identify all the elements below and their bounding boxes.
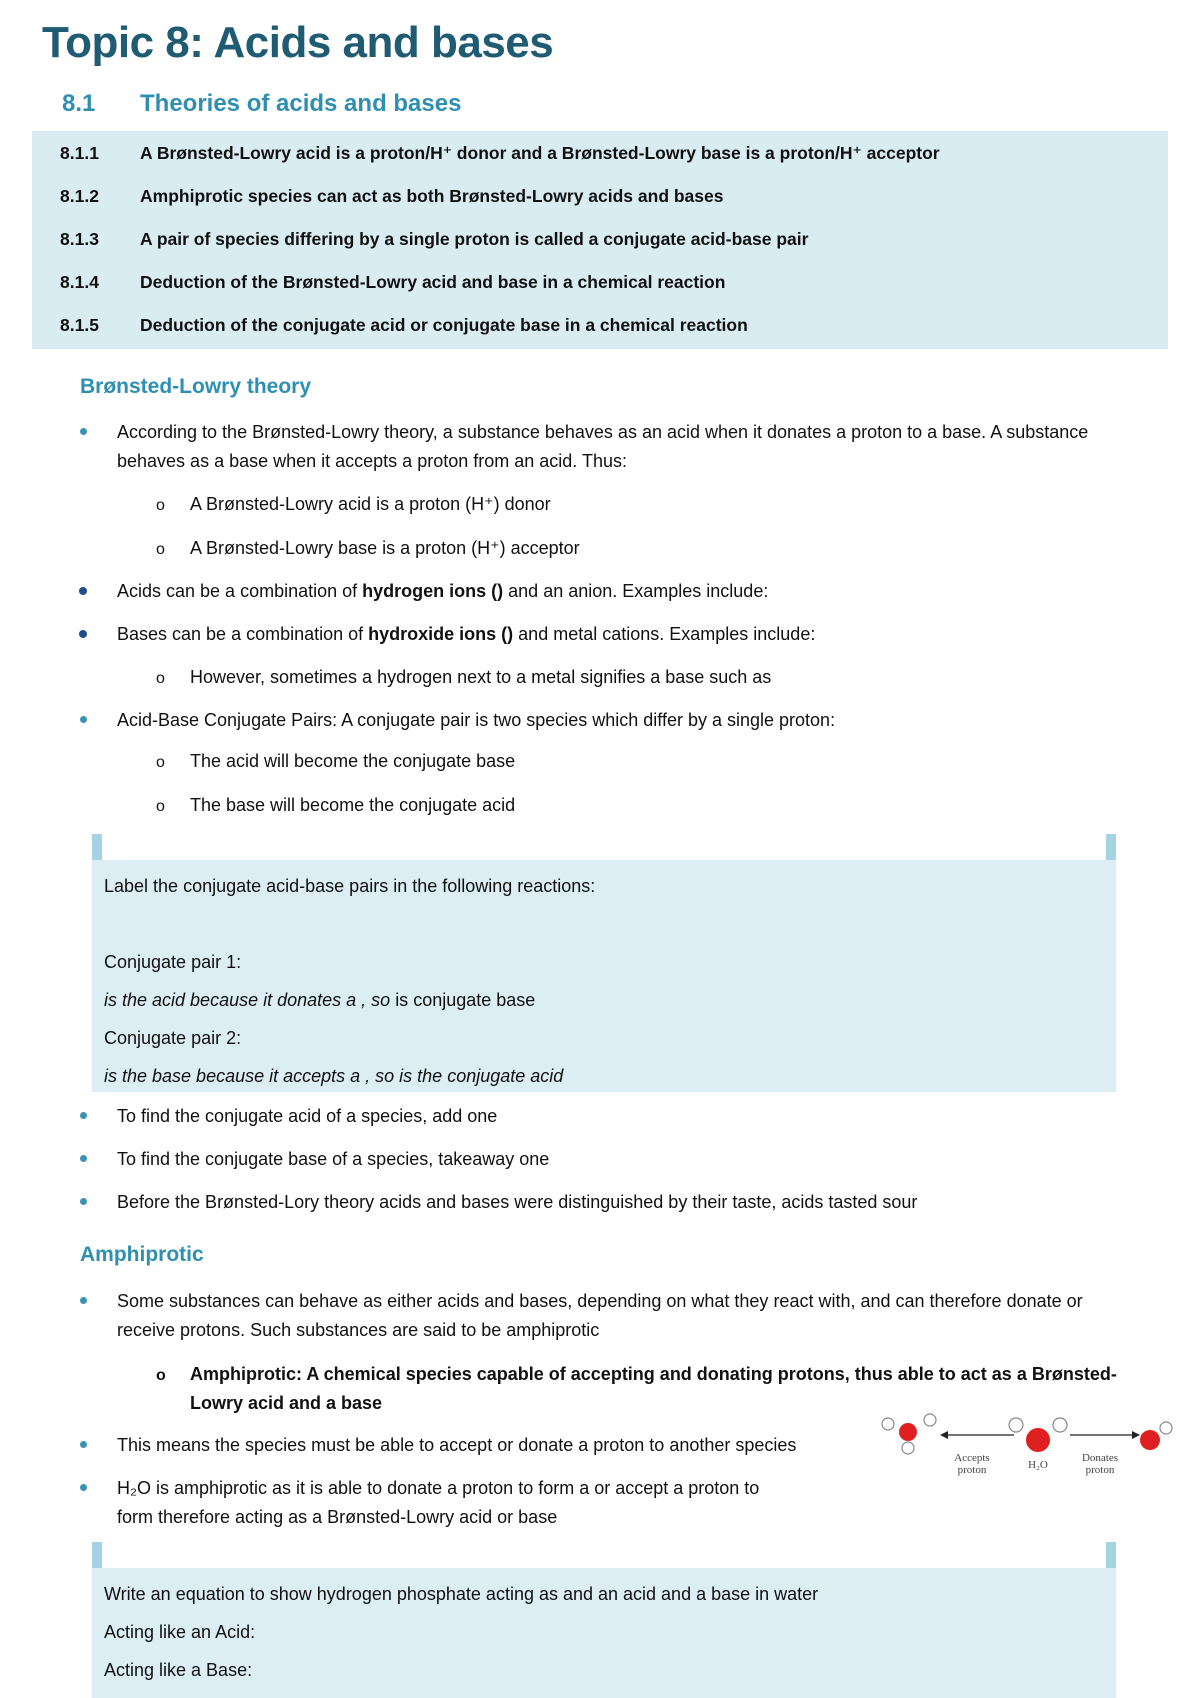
syllabus-text: Deduction of the conjugate acid or conjugate base in a chemical reaction xyxy=(140,315,748,335)
pair1-plain: is conjugate base xyxy=(395,990,536,1010)
syllabus-text: Amphiprotic species can act as both Brønsted-Lowry acids and bases xyxy=(140,186,724,206)
bullet-icon xyxy=(80,1297,87,1304)
syllabus-box xyxy=(32,131,1168,349)
after-box-item: To find the conjugate base of a species, takeaway one xyxy=(117,1149,550,1169)
circle-bullet-icon: o xyxy=(156,754,165,771)
amph-def-line2: Lowry acid and a base xyxy=(190,1393,383,1413)
box-cap xyxy=(92,834,1116,860)
pairs-line: Acid-Base Conjugate Pairs: A conjugate pair is two species which differ by a single proton: xyxy=(117,710,836,730)
bullet-icon xyxy=(80,1112,87,1119)
syllabus-code: 8.1.4 xyxy=(60,272,99,292)
acids-pre: Acids can be a combination of xyxy=(117,581,363,601)
bl-p1-line1: According to the Brønsted-Lowry theory, a substance behaves as an acid when it donates a proton to a base. A substance xyxy=(117,422,1089,442)
syllabus-code: 8.1.1 xyxy=(60,143,99,163)
base-label: Acting like a Base: xyxy=(104,1660,253,1680)
syllabus-row xyxy=(60,229,808,250)
box1-prompt: Label the conjugate acid-base pairs in the following reactions: xyxy=(104,876,596,896)
syllabus-code: 8.1.2 xyxy=(60,186,99,206)
bases-line xyxy=(117,620,1167,649)
circle-bullet-icon: o xyxy=(156,541,165,558)
water-label: H₂O xyxy=(1028,1459,1048,1471)
pairs-sub2: The base will become the conjugate acid xyxy=(190,795,516,815)
bl-paragraph xyxy=(117,418,1167,476)
amph-p1-line1: Some substances can behave as either acids and bases, depending on what they react with, and can therefore donate or xyxy=(117,1291,1083,1311)
syllabus-code: 8.1.3 xyxy=(60,229,99,249)
syllabus-row xyxy=(60,315,748,336)
amph-p2: This means the species must be able to accept or donate a proton to another species xyxy=(117,1435,797,1455)
after-box-item: To find the conjugate acid of a species, add one xyxy=(117,1106,498,1126)
syllabus-row xyxy=(60,186,724,207)
pairs-sub1: The acid will become the conjugate base xyxy=(190,751,516,771)
after-box-item: Before the Brønsted-Lory theory acids and bases were distinguished by their taste, acids tasted sour xyxy=(117,1192,918,1212)
amph-heading: Amphiprotic xyxy=(80,1243,204,1266)
acid-label: Acting like an Acid: xyxy=(104,1622,256,1642)
section-number: 8.1 xyxy=(62,90,96,117)
amph-p3-line1: H₂O is amphiprotic as it is able to donate a proton to form a or accept a proton to xyxy=(117,1478,760,1498)
bases-pre: Bases can be a combination of xyxy=(117,624,369,644)
circle-bullet-icon: o xyxy=(156,1367,166,1384)
amph-paragraph xyxy=(117,1287,1167,1345)
acids-line xyxy=(117,577,1167,606)
bullet-icon xyxy=(79,587,87,595)
hydroxide-molecule-icon xyxy=(1140,1422,1172,1450)
water-amphiprotic-diagram xyxy=(874,1412,1174,1482)
amph-p1-line2: receive protons. Such substances are said to be amphiprotic xyxy=(117,1320,600,1340)
pair2-line: is the base because it accepts a , so is the conjugate acid xyxy=(104,1066,564,1086)
hydronium-molecule-icon xyxy=(882,1414,936,1454)
amph-definition xyxy=(190,1360,1150,1418)
pair1-label: Conjugate pair 1: xyxy=(104,952,242,972)
syllabus-row xyxy=(60,143,940,164)
syllabus-text: A pair of species differing by a single proton is called a conjugate acid-base pair xyxy=(140,229,809,249)
bullet-icon xyxy=(80,428,87,435)
pair1-italic: is the acid because it donates a , so xyxy=(104,990,396,1010)
section-title: Theories of acids and bases xyxy=(140,90,462,117)
bases-bold: hydroxide ions () xyxy=(368,624,514,644)
amph-p3-line2: form therefore acting as a Brønsted-Lowry acid or base xyxy=(117,1507,558,1527)
amph-p3 xyxy=(117,1474,857,1532)
circle-bullet-icon: o xyxy=(156,497,165,514)
bl-heading: Brønsted-Lowry theory xyxy=(80,375,312,398)
donates-label-2: proton xyxy=(1085,1464,1115,1476)
pair2-label: Conjugate pair 2: xyxy=(104,1028,242,1048)
syllabus-row xyxy=(60,272,725,293)
bl-sub-acid: A Brønsted-Lowry acid is a proton (H⁺) donor xyxy=(190,494,551,514)
bullet-icon xyxy=(80,1198,87,1205)
bullet-icon xyxy=(80,1441,87,1448)
bullet-icon xyxy=(80,1484,87,1491)
bl-p1-line2: behaves as a base when it accepts a proton from an acid. Thus: xyxy=(117,451,627,471)
box2-prompt: Write an equation to show hydrogen phosphate acting as and an acid and a base in water xyxy=(104,1584,819,1604)
acids-post: and an anion. Examples include: xyxy=(503,581,769,601)
syllabus-code: 8.1.5 xyxy=(60,315,99,335)
section-heading xyxy=(62,90,461,118)
accepts-label: Accepts xyxy=(954,1452,990,1464)
circle-bullet-icon: o xyxy=(156,670,165,687)
page-title: Topic 8: Acids and bases xyxy=(42,18,554,67)
syllabus-text: Deduction of the Brønsted-Lowry acid and base in a chemical reaction xyxy=(140,272,726,292)
acids-bold: hydrogen ions () xyxy=(362,581,504,601)
water-molecule-icon xyxy=(1009,1418,1067,1452)
amph-def-line1: Amphiprotic: A chemical species capable of accepting and donating protons, thus able to act as a Brønsted- xyxy=(190,1364,1117,1384)
pair1-line xyxy=(104,990,535,1011)
bases-sub: However, sometimes a hydrogen next to a metal signifies a base such as xyxy=(190,667,772,687)
bullet-icon xyxy=(80,716,87,723)
bullet-icon xyxy=(79,630,87,638)
circle-bullet-icon: o xyxy=(156,798,165,815)
box-cap xyxy=(92,1542,1116,1568)
syllabus-text: A Brønsted-Lowry acid is a proton/H⁺ donor and a Brønsted-Lowry base is a proton/H⁺ acceptor xyxy=(140,143,940,163)
bases-post: and metal cations. Examples include: xyxy=(513,624,816,644)
accepts-label-2: proton xyxy=(957,1464,987,1476)
donates-label: Donates xyxy=(1081,1452,1119,1464)
bl-sub-base: A Brønsted-Lowry base is a proton (H⁺) acceptor xyxy=(190,538,580,558)
bullet-icon xyxy=(80,1155,87,1162)
